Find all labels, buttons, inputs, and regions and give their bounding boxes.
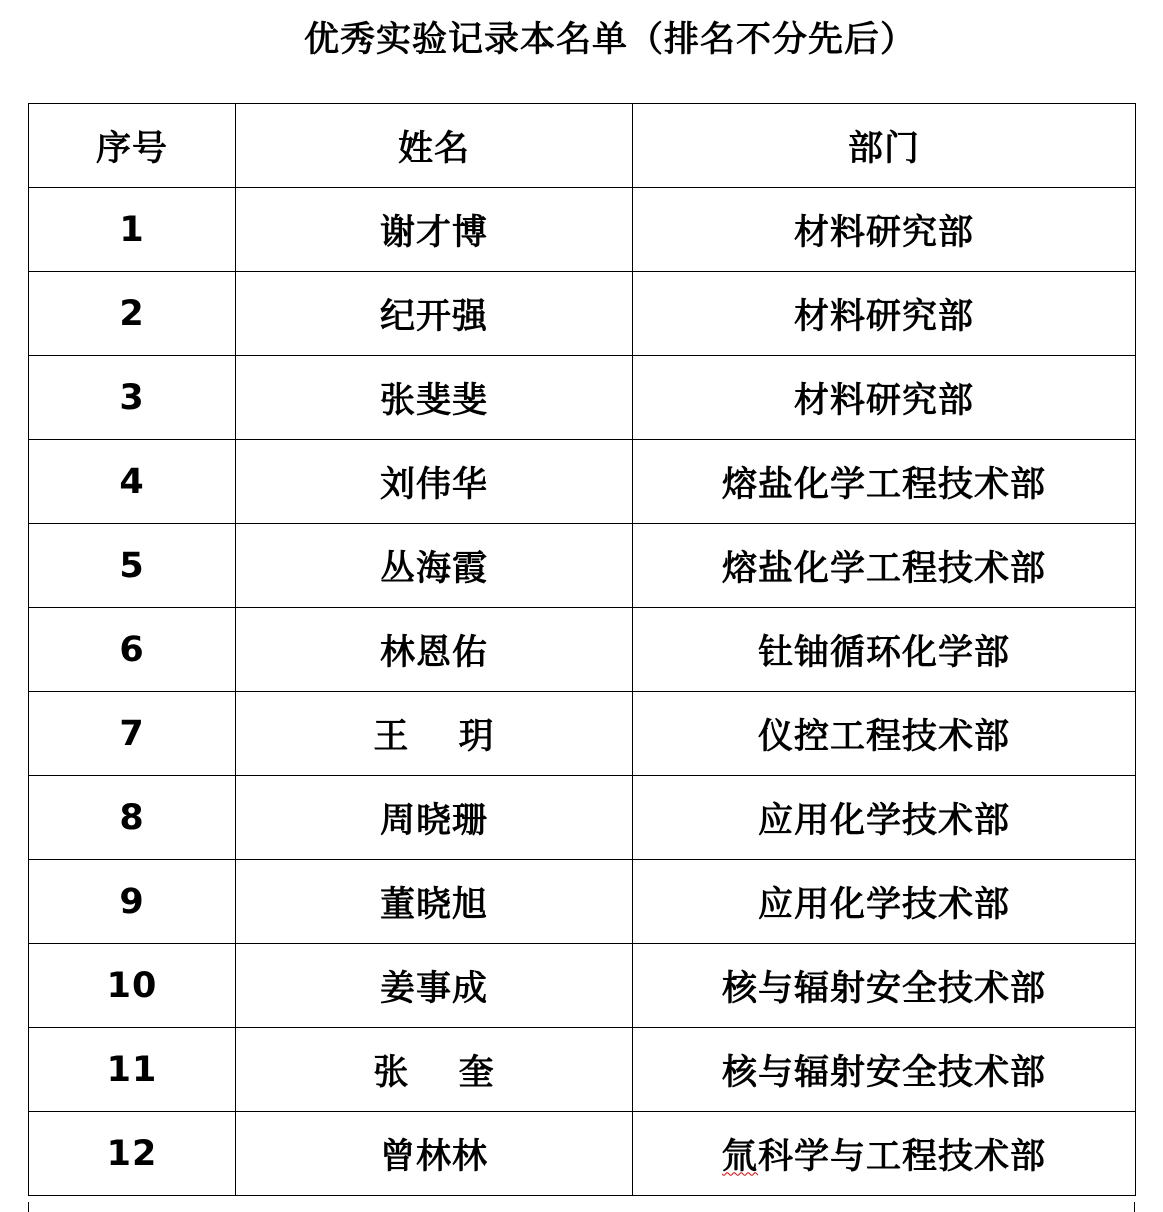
- name-text: 丛海霞: [379, 548, 488, 589]
- serial-number-cell: 7: [29, 692, 236, 776]
- header-serial-number: 序号: [29, 104, 236, 188]
- department-cell: 熔盐化学工程技术部: [633, 440, 1136, 524]
- serial-number-cell: 2: [29, 272, 236, 356]
- name-cell: [236, 188, 633, 272]
- header-name: 姓名: [236, 104, 633, 188]
- serial-number-cell: 4: [29, 440, 236, 524]
- name-text: 纪开强: [379, 296, 488, 337]
- serial-number-cell: 12: [29, 1112, 236, 1196]
- table-row: [29, 440, 1136, 524]
- document-title: 优秀实验记录本名单（排名不分先后）: [303, 20, 916, 60]
- spellcheck-flagged-text: 氚: [721, 1136, 758, 1177]
- department-text: 科学与工程技术部: [758, 1136, 1047, 1177]
- name-text: 刘伟华: [379, 464, 488, 505]
- serial-number-cell: 10: [29, 944, 236, 1028]
- serial-number-cell: 3: [29, 356, 236, 440]
- name-cell: [236, 356, 633, 440]
- table-row: [29, 188, 1136, 272]
- table-row: [29, 944, 1136, 1028]
- department-cell: 核与辐射安全技术部: [633, 1028, 1136, 1112]
- name-cell: [236, 272, 633, 356]
- serial-number-cell: 6: [29, 608, 236, 692]
- department-cell: 材料研究部: [633, 188, 1136, 272]
- table-row: [29, 692, 1136, 776]
- header-department: 部门: [633, 104, 1136, 188]
- department-cell: 仪控工程技术部: [633, 692, 1136, 776]
- department-cell: 应用化学技术部: [633, 776, 1136, 860]
- name-text: 曾林林: [379, 1136, 488, 1177]
- name-text: 谢才博: [379, 212, 488, 253]
- name-cell: [236, 944, 633, 1028]
- name-cell: [236, 524, 633, 608]
- table-row: [29, 860, 1136, 944]
- table-row: [29, 272, 1136, 356]
- table-row: [29, 776, 1136, 860]
- name-text: 姜事成: [379, 968, 488, 1009]
- department-cell: 应用化学技术部: [633, 860, 1136, 944]
- name-cell: [236, 440, 633, 524]
- name-text: 王 玥: [373, 716, 495, 757]
- table-row: [29, 1112, 1136, 1196]
- name-text: 周晓珊: [379, 800, 488, 841]
- serial-number-cell: 8: [29, 776, 236, 860]
- name-text: 董晓旭: [379, 884, 488, 925]
- name-text: 张斐斐: [379, 380, 488, 421]
- name-cell: [236, 1112, 633, 1196]
- department-cell: 钍铀循环化学部: [633, 608, 1136, 692]
- department-cell: 材料研究部: [633, 272, 1136, 356]
- next-row-cut-off: [28, 1202, 1135, 1212]
- name-cell: [236, 776, 633, 860]
- name-cell: [236, 1028, 633, 1112]
- serial-number-cell: 5: [29, 524, 236, 608]
- name-cell: [236, 692, 633, 776]
- department-cell: 材料研究部: [633, 356, 1136, 440]
- name-text: 林恩佑: [379, 632, 488, 673]
- roster-table: [28, 103, 1136, 1196]
- department-cell: 熔盐化学工程技术部: [633, 524, 1136, 608]
- table-row: [29, 524, 1136, 608]
- table-row: [29, 356, 1136, 440]
- name-cell: [236, 860, 633, 944]
- table-row: [29, 608, 1136, 692]
- department-cell: 核与辐射安全技术部: [633, 944, 1136, 1028]
- serial-number-cell: 1: [29, 188, 236, 272]
- table-row: [29, 1028, 1136, 1112]
- table-header-row: [29, 104, 1136, 188]
- name-cell: [236, 608, 633, 692]
- department-cell: [633, 1112, 1136, 1196]
- serial-number-cell: 9: [29, 860, 236, 944]
- serial-number-cell: 11: [29, 1028, 236, 1112]
- name-text: 张 奎: [373, 1052, 495, 1093]
